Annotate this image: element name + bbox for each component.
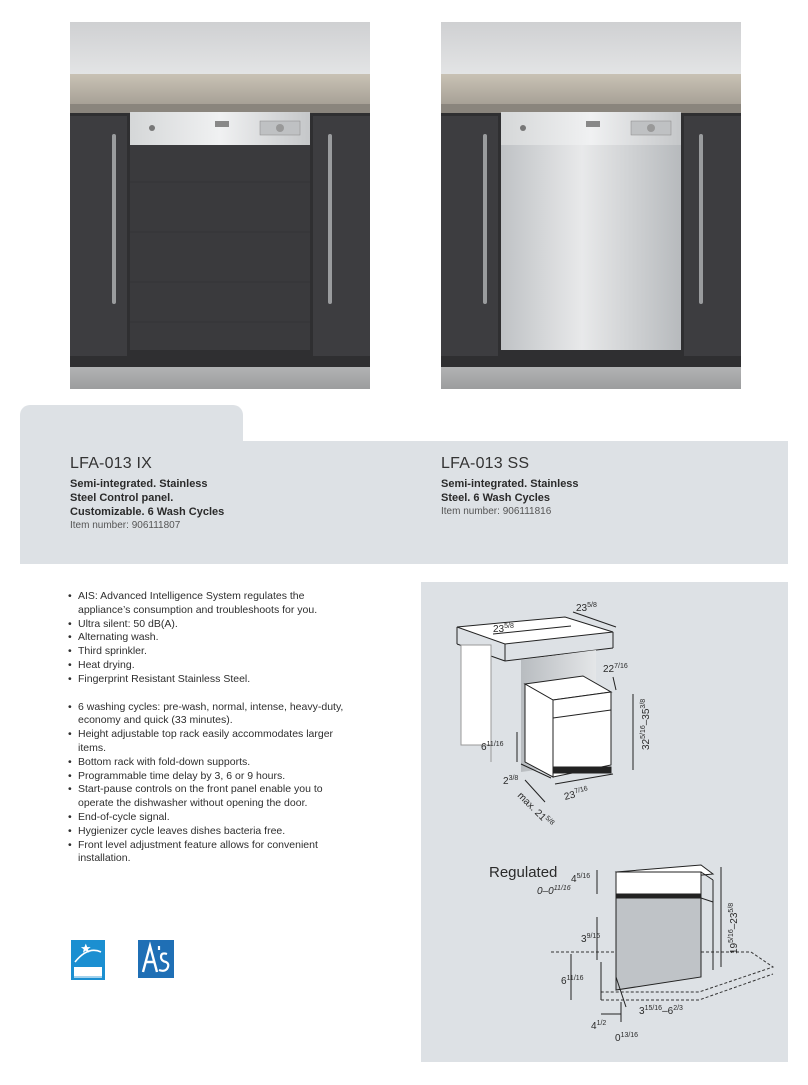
feature-group-1 (68, 590, 368, 687)
feature-item: • Front level adjustment feature allows for convenient installation. (68, 839, 368, 867)
product-photo-ix (70, 22, 370, 389)
product-info-ix (70, 455, 370, 531)
dim-door-height: $19^{5/16}-23^{5/8}$ (728, 902, 740, 954)
product-info-ss (441, 455, 741, 517)
dim-plinth-height-bottom: $6^{11/16}$ (561, 975, 584, 987)
feature-item: • End-of-cycle signal. (68, 811, 368, 825)
feature-item: • Height adjustable top rack easily accommodates larger items. (68, 728, 368, 756)
dimension-diagrams (421, 582, 788, 1062)
dimension-diagram-panel (421, 582, 788, 1062)
dim-panel-height: $4^{5/16}$ (571, 873, 591, 885)
feature-group-2 (68, 701, 368, 867)
feature-item: • 6 washing cycles: pre-wash, normal, intense, heavy-duty, economy and quick (33 minutes). (68, 701, 368, 729)
dishwasher-ix-illustration (70, 22, 370, 389)
dim-foot-range: $3^{15/16}-6^{2/3}$ (639, 1005, 683, 1017)
model-description: Semi-integrated. Stainless Steel Control panel. Customizable. 6 Wash Cycles (70, 478, 225, 518)
dim-gap-min: $0^{13/16}$ (615, 1032, 639, 1044)
feature-item: • Hygienizer cycle leaves dishes bacteria free. (68, 825, 368, 839)
dim-max-depth: max. $21^{5/8}$ (514, 790, 556, 827)
dim-plinth-height: $2^{3/8}$ (503, 775, 519, 787)
dim-toe-height: $3^{9/16}$ (581, 933, 601, 945)
feature-item: • Programmable time delay by 3, 6 or 9 hours. (68, 770, 368, 784)
label-regulated: Regulated (489, 864, 558, 881)
feature-item: • Ultra silent: 50 dB(A). (68, 618, 368, 632)
dim-depth: $22^{7/16}$ (603, 663, 628, 675)
dim-plinth-depth: $6^{11/16}$ (481, 741, 504, 753)
feature-item: • Third sprinkler. (68, 645, 368, 659)
dim-gap: $4^{1/2}$ (591, 1020, 607, 1032)
dishwasher-ss-illustration (441, 22, 741, 389)
model-name: LFA-013 IX (70, 455, 153, 472)
installation-diagram-top (457, 612, 633, 802)
product-photo-ss (441, 22, 741, 389)
feature-item: • Fingerprint Resistant Stainless Steel. (68, 673, 368, 687)
feature-list (68, 590, 368, 866)
dim-panel-offset: $0-0^{11/16}$ (537, 885, 571, 897)
item-number: Item number: 906111816 (441, 506, 552, 517)
dim-width-front: $23^{5/8}$ (493, 623, 514, 635)
dim-height-range: $32^{5/16}-35^{3/8}$ (640, 698, 652, 750)
model-description: Semi-integrated. Stainless Steel. 6 Wash Cycles (441, 478, 579, 504)
feature-item: • AIS: Advanced Intelligence System regulates the appliance’s consumption and troubleshoots for you. (68, 590, 368, 618)
energy-star-logo (71, 940, 105, 980)
feature-item: • Alternating wash. (68, 631, 368, 645)
ais-logo (138, 940, 174, 978)
feature-item: • Bottom rack with fold-down supports. (68, 756, 368, 770)
dim-width-back: $23^{5/8}$ (576, 602, 597, 614)
feature-item: • Start-pause controls on the front panel enable you to operate the dishwasher without opening the door. (68, 783, 368, 811)
feature-item: • Heat drying. (68, 659, 368, 673)
dim-width-bottom: $23^{7/16}$ (563, 785, 589, 803)
model-name: LFA-013 SS (441, 455, 530, 472)
item-number: Item number: 906111807 (70, 520, 181, 531)
